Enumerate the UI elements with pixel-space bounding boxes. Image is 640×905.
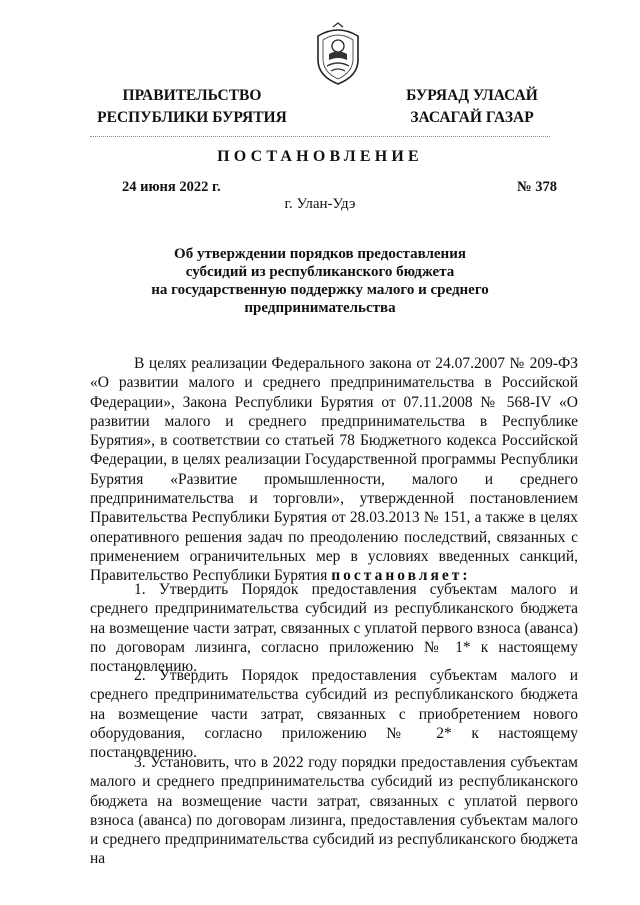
coat-of-arms-emblem bbox=[313, 22, 363, 86]
header-left bbox=[92, 85, 292, 129]
document-title bbox=[130, 245, 510, 317]
document-number: № 378 bbox=[517, 179, 557, 195]
document-type: ПОСТАНОВЛЕНИЕ bbox=[217, 148, 423, 165]
header-divider bbox=[90, 136, 550, 137]
title-line: предпринимательства bbox=[244, 300, 396, 316]
header-left-line1: ПРАВИТЕЛЬСТВО bbox=[122, 87, 262, 104]
header-right-line1: БУРЯАД УЛАСАЙ bbox=[406, 87, 538, 104]
document-date: 24 июня 2022 г. bbox=[122, 179, 221, 195]
title-line: Об утверждении порядков предоставления bbox=[174, 246, 466, 262]
clause-3-paragraph: 3. Установить, что в 2022 году порядки предоставления субъектам малого и среднего предпринимательства субсидий из республиканского бюджета на возмещение части затрат, связанных с уплатой первого взноса (аванса) по договорам лизинга, предоставления субъектам малого и среднего предпринимательства субсидий из республиканского бюджета на bbox=[90, 754, 578, 868]
title-line: на государственную поддержку малого и среднего bbox=[151, 282, 489, 298]
header-right bbox=[392, 85, 552, 129]
preamble-paragraph bbox=[90, 354, 578, 586]
title-line: субсидий из республиканского бюджета bbox=[185, 264, 455, 280]
preamble-text: В целях реализации Федерального закона от 24.07.2007 № 209-ФЗ «О развитии малого и среднего предпринимательства в Российской Федерации», Закона Республики Бурятия от 07.11.2008 № 568-IV «О развитии малого и среднего предпринимательства в Республике Бурятия», в соответствии со статьей 78 Бюджетного кодекса Российской Федерации, в целях реализации Государственной программы Республики Бурятия «Развитие промышленности, малого и среднего предпринимательства и торговли», утвержденной постановлением Правительства Республики Бурятия от 28.03.2013 № 151, а также в целях оперативного решения задач по преодолению последствий, связанных с применением ограничительных мер в условиях введенных санкций, Правительство Республики Бурятия bbox=[90, 355, 578, 585]
header-right-line2: ЗАСАГАЙ ГАЗАР bbox=[410, 109, 534, 126]
clause-2-paragraph: 2. Утвердить Порядок предоставления субъектам малого и среднего предпринимательства субсидий из республиканского бюджета на возмещение части затрат, связанных с приобретением нового оборудования, согласно приложению № 2* к настоящему постановлению. bbox=[90, 667, 578, 762]
resolves-keyword: постановляет: bbox=[331, 567, 471, 585]
document-city: г. Улан-Удэ bbox=[284, 196, 356, 212]
header-left-line2: РЕСПУБЛИКИ БУРЯТИЯ bbox=[97, 109, 287, 126]
clause-1-paragraph: 1. Утвердить Порядок предоставления субъектам малого и среднего предпринимательства субсидий из республиканского бюджета на возмещение части затрат, связанных с уплатой первого взноса (аванса) по договорам лизинга, согласно приложению № 1* к настоящему постановлению. bbox=[90, 581, 578, 676]
